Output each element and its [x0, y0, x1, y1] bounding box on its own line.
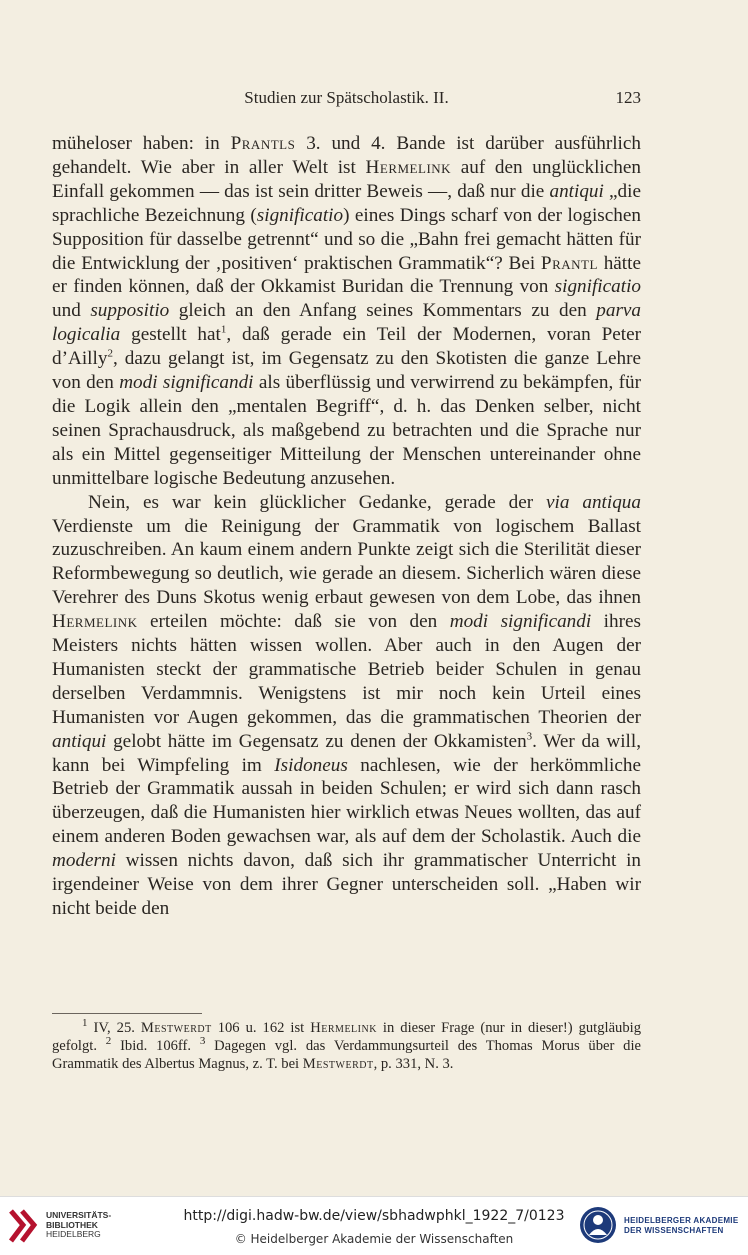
- footnotes: [52, 1017, 641, 1074]
- text-run: Ibid. 106ff.: [111, 1037, 200, 1054]
- university-library-logo[interactable]: [8, 1205, 150, 1247]
- latin-term: via antiqua: [546, 491, 641, 513]
- footnote-divider: [52, 1013, 202, 1014]
- academy-logo-text: [624, 1216, 738, 1236]
- academy-seal-icon: [578, 1205, 618, 1245]
- text-run: IV, 25.: [87, 1020, 141, 1036]
- text-run: gleich an den Anfang seines Kommentars zu den: [169, 300, 597, 322]
- paragraph-2: [52, 491, 641, 921]
- text-run: und: [52, 300, 91, 322]
- ub-line-2: BIBLIOTHEK: [46, 1219, 98, 1230]
- text-run: 106 u. 162 ist: [211, 1020, 311, 1036]
- text-run: . Wer da will, kann bei Wimpfeling im: [52, 730, 642, 776]
- text-run: ) eines Dings scharf von der logischen Supposition für dasselbe getrennt“ und so die „Bahn frei gemacht hätten für die Entwicklung der ‚positiven‘ praktischen Grammatik“? Bei: [52, 204, 641, 274]
- latin-term: antiqui: [52, 730, 107, 752]
- text-run: Verdienste um die Reinigung der Grammatik von logischem Ballast zuzuschreiben. An kaum einem andern Punkte zeigt sich die Sterilität dieser Reformbewegung so deutlich, wie gerade an diesem. Sicherlich wären diese Verehrer des Duns Skotus wenig erbaut gewesen von dem Lobe, das ihnen: [52, 515, 641, 609]
- latin-term: significatio: [256, 204, 344, 226]
- latin-term: significatio: [554, 276, 641, 298]
- latin-term: parva logicalia: [52, 300, 642, 346]
- ub-line-1: UNIVERSITÄTS-: [46, 1210, 112, 1220]
- permalink-url[interactable]: http://digi.hadw-bw.de/view/sbhadwphkl_1922_7/0123: [183, 1208, 565, 1224]
- text-run: , p. 331, N. 3.: [373, 1055, 454, 1072]
- footnote-marker: 1: [220, 323, 227, 336]
- ub-logo-icon: [8, 1207, 38, 1245]
- academy-logo[interactable]: [578, 1203, 742, 1249]
- academy-line-1: HEIDELBERGER AKADEMIE: [624, 1216, 739, 1225]
- text-run: hätte er finden können, daß der Okkamist Buridan die Trennung von: [52, 252, 641, 298]
- footnote-block: [52, 1017, 641, 1074]
- latin-term: moderni: [52, 850, 116, 872]
- text-run: als überflüssig und verwirrend zu bekämpfen, für die Logik allein den „mentalen Begriff“, d. h. das Denken selber, nicht seinen Sprachausdruck, als maßgebend zu betrachten und die Sprache nur als ein Mittel gegenseitiger Mitteilung der Menschen untereinander ohne unmittelbare logische Bedeutung anzusehen.: [52, 372, 641, 489]
- text-run: in dieser Frage (nur in dieser!) gutgläubig gefolgt.: [52, 1020, 641, 1054]
- text-run: Nein, es war kein glücklicher Gedanke, gerade der: [88, 491, 547, 513]
- footer-bar: [0, 1196, 748, 1255]
- footnote-marker: 3: [526, 730, 533, 743]
- author-name: Prantl: [540, 252, 598, 274]
- footnote-marker: 2: [107, 347, 113, 360]
- author-name: Hermelink: [310, 1020, 377, 1036]
- running-title: Studien zur Spätscholastik. II.: [244, 88, 449, 107]
- text-run: , daß gerade ein Teil der Modernen, voran Peter d’Ailly: [52, 324, 642, 370]
- text-run: gelobt hätte im Gegensatz zu denen der Okkamisten: [106, 730, 527, 752]
- text-run: nachlesen, wie der herkömmliche Betrieb der Grammatik aussah in beiden Schulen; er wird sich dann rasch überzeugen, daß die Humanisten hier wirklich etwas Neues wollten, das auf einem anderen Boden gewachsen war, als auf dem der Scholastik. Auch die: [52, 754, 641, 848]
- text-run: erteilen möchte: daß sie von den: [137, 611, 450, 633]
- copyright-notice: © Heidelberger Akademie der Wissenschaften: [234, 1232, 514, 1246]
- text-run: gestellt hat: [120, 324, 221, 346]
- text-run: müheloser haben: in: [52, 133, 231, 154]
- ub-line-3: HEIDELBERG: [46, 1229, 101, 1239]
- text-run: auf den unglücklichen Einfall gekommen — das ist sein dritter Beweis —, daß nur die: [52, 156, 641, 202]
- author-name: Hermelink: [52, 611, 138, 633]
- footnote-number: 3: [199, 1035, 206, 1048]
- text-run: wissen nichts davon, daß sich ihr grammatischer Unterricht in irgendeiner Weise von dem ihrer Gegner unterscheiden soll. „Haben wir nicht beide den: [52, 850, 641, 919]
- latin-term: suppositio: [90, 300, 170, 322]
- text-run: Dagegen vgl. das Verdammungsurteil des Thomas Morus über die Grammatik des Albertus Magnus, z. T. bei: [52, 1037, 641, 1072]
- latin-term: modi significandi: [449, 611, 592, 633]
- text-run: , dazu gelangt ist, im Gegensatz zu den Skotisten die ganze Lehre von den: [52, 348, 641, 394]
- author-name: Hermelink: [365, 156, 452, 178]
- author-name: Mestwerdt: [302, 1055, 374, 1072]
- paragraph-1: [52, 132, 641, 491]
- text-run: „die sprachliche Bezeichnung (: [52, 180, 641, 226]
- author-name: Mestwerdt: [140, 1020, 212, 1036]
- latin-term: antiqui: [549, 180, 604, 202]
- footnote-number: 2: [105, 1035, 112, 1048]
- text-run: 3. und 4. Bande ist darüber ausführlich gehandelt. Wie aber in aller Welt ist: [52, 133, 641, 178]
- page-number: 123: [615, 88, 641, 107]
- footnote-number: 1: [82, 1017, 88, 1030]
- running-head: [52, 88, 641, 112]
- ub-logo-text: [46, 1211, 111, 1240]
- latin-term: modi significandi: [119, 372, 254, 394]
- academy-line-2: DER WISSENSCHAFTEN: [624, 1226, 724, 1235]
- text-run: ihres Meisters nichts hätten wissen wollen. Aber auch in den Augen der Humanisten steckt der grammatische Betrieb beider Schulen in genau derselben Verdammnis. Wenigstens ist mir noch kein Urteil eines Humanisten vor Augen gekommen, das die grammatischen Theorien der: [52, 611, 641, 728]
- body-text: [52, 132, 641, 921]
- author-name: Prantls: [230, 133, 296, 154]
- book-title: Isidoneus: [274, 754, 348, 776]
